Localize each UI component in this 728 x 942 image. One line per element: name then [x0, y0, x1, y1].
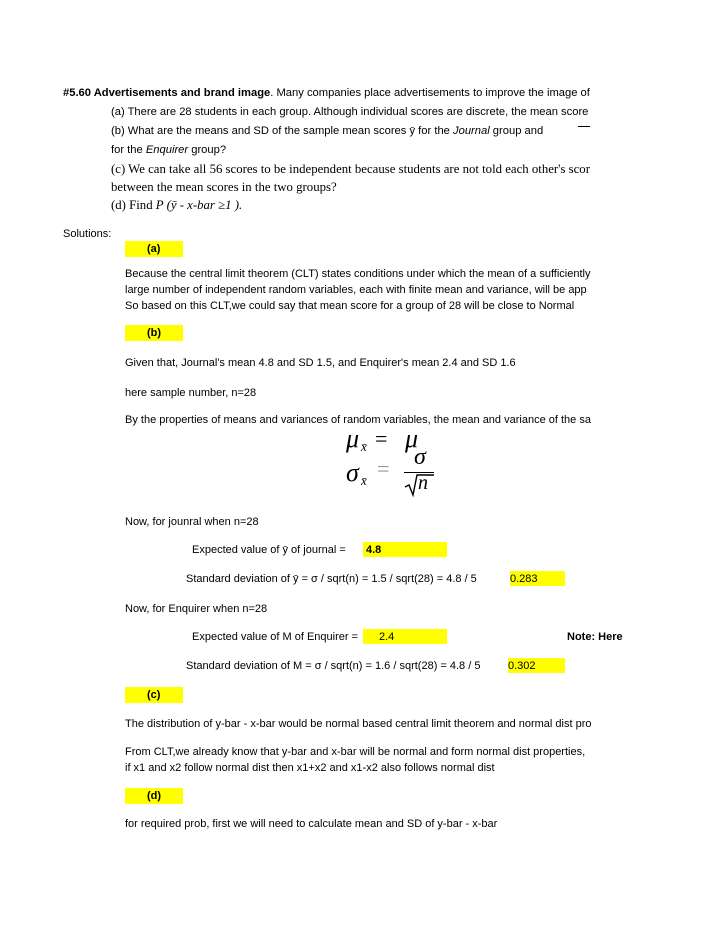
formula-mean-rhs: μ — [405, 424, 419, 453]
formula-mean-sub: x̄ — [361, 439, 367, 454]
problem-title — [63, 87, 628, 99]
journal-sd-value: 0.283 — [510, 573, 538, 585]
problem-part-d — [111, 198, 628, 213]
solutions-heading: Solutions: — [63, 228, 112, 240]
problem-d-label: (d) Find — [111, 198, 156, 212]
formula-sd-lhs: σ — [346, 458, 359, 487]
enquirer-exp-highlight — [363, 629, 447, 644]
part-c-label: (c) — [147, 689, 161, 701]
part-a-line-3: So based on this CLT,we could say that mean score for a group of 28 will be close to Normal — [125, 300, 575, 312]
note-text: Note: Here — [567, 631, 623, 643]
journal-now: Now, for jounral when n=28 — [125, 516, 259, 528]
formula-sd-eq: = — [377, 456, 390, 481]
problem-part-a: (a) There are 28 students in each group. Although individual scores are discrete, the mean score — [111, 106, 589, 118]
part-b-sample: here sample number, n=28 — [125, 387, 257, 399]
part-a-line-1: Because the central limit theorem (CLT) states conditions under which the mean of a sufficiently — [125, 268, 591, 280]
problem-part-c-line1: (c) We can take all 56 scores to be independent because students are not told each other's scor — [111, 162, 590, 176]
part-b-property: By the properties of means and variances of random variables, the mean and variance of the sa — [125, 414, 591, 426]
enquirer-sd-label: Standard deviation of M = σ / sqrt(n) = 1.6 / sqrt(28) = 4.8 / 5 — [186, 660, 481, 672]
problem-b2-post: group? — [188, 144, 227, 156]
formula-sd-num: σ — [414, 444, 426, 470]
problem-b2-pre: for the — [111, 144, 146, 156]
problem-title-rest: . Many companies place advertisements to improve the image of — [270, 87, 590, 99]
problem-part-b-line1 — [111, 125, 628, 137]
enquirer-now: Now, for Enquirer when n=28 — [125, 603, 268, 615]
problem-d-expression: P (ȳ - x-bar ≥1 ). — [155, 198, 243, 212]
journal-expected-label: Expected value of ȳ of journal = — [192, 544, 346, 556]
problem-part-c-line2: between the mean scores in the two groups? — [111, 180, 337, 194]
problem-part-b-line2 — [111, 144, 628, 156]
enquirer-sd-value: 0.302 — [508, 660, 536, 672]
formula-mean-eq: = — [375, 426, 388, 451]
part-c-line-3: if x1 and x2 follow normal dist then x1+x2 and x1-x2 also follows normal dist — [125, 762, 495, 774]
part-a-line-2: large number of independent random variables, each with finite mean and variance, will be app — [125, 284, 587, 296]
enquirer-word: Enquirer — [145, 144, 189, 156]
journal-expected-value: 4.8 — [366, 544, 382, 556]
problem-b-text: (b) What are the means and SD of the sample mean scores ȳ for the — [111, 125, 453, 137]
problem-b-underline — [578, 126, 590, 127]
part-a-label: (a) — [147, 243, 161, 255]
problem-b-text-post: group and — [489, 125, 544, 137]
formula-sd-den: n — [418, 472, 428, 494]
formula-mean-lhs: μ — [346, 424, 360, 453]
enquirer-expected-value: 2.4 — [379, 631, 395, 643]
part-b-given: Given that, Journal's mean 4.8 and SD 1.5, and Enquirer's mean 2.4 and SD 1.6 — [125, 357, 516, 369]
part-c-line-1: The distribution of y-bar - x-bar would be normal based central limit theorem and normal dist pro — [125, 718, 592, 730]
problem-title-bold: #5.60 Advertisements and brand image — [63, 87, 271, 99]
enquirer-expected-label: Expected value of M of Enquirer = — [192, 631, 359, 643]
journal-sd-label: Standard deviation of ȳ = σ / sqrt(n) = 1.5 / sqrt(28) = 4.8 / 5 — [186, 573, 477, 585]
journal-word: Journal — [453, 125, 490, 137]
part-c-line-2: From CLT,we already know that y-bar and x-bar will be normal and form normal dist properties, — [125, 746, 586, 758]
part-d-label: (d) — [147, 790, 162, 802]
formula-sd-sub: x̄ — [361, 473, 367, 488]
part-d-line-1: for required prob, first we will need to calculate mean and SD of y-bar - x-bar — [125, 818, 498, 830]
part-b-label: (b) — [147, 327, 162, 339]
